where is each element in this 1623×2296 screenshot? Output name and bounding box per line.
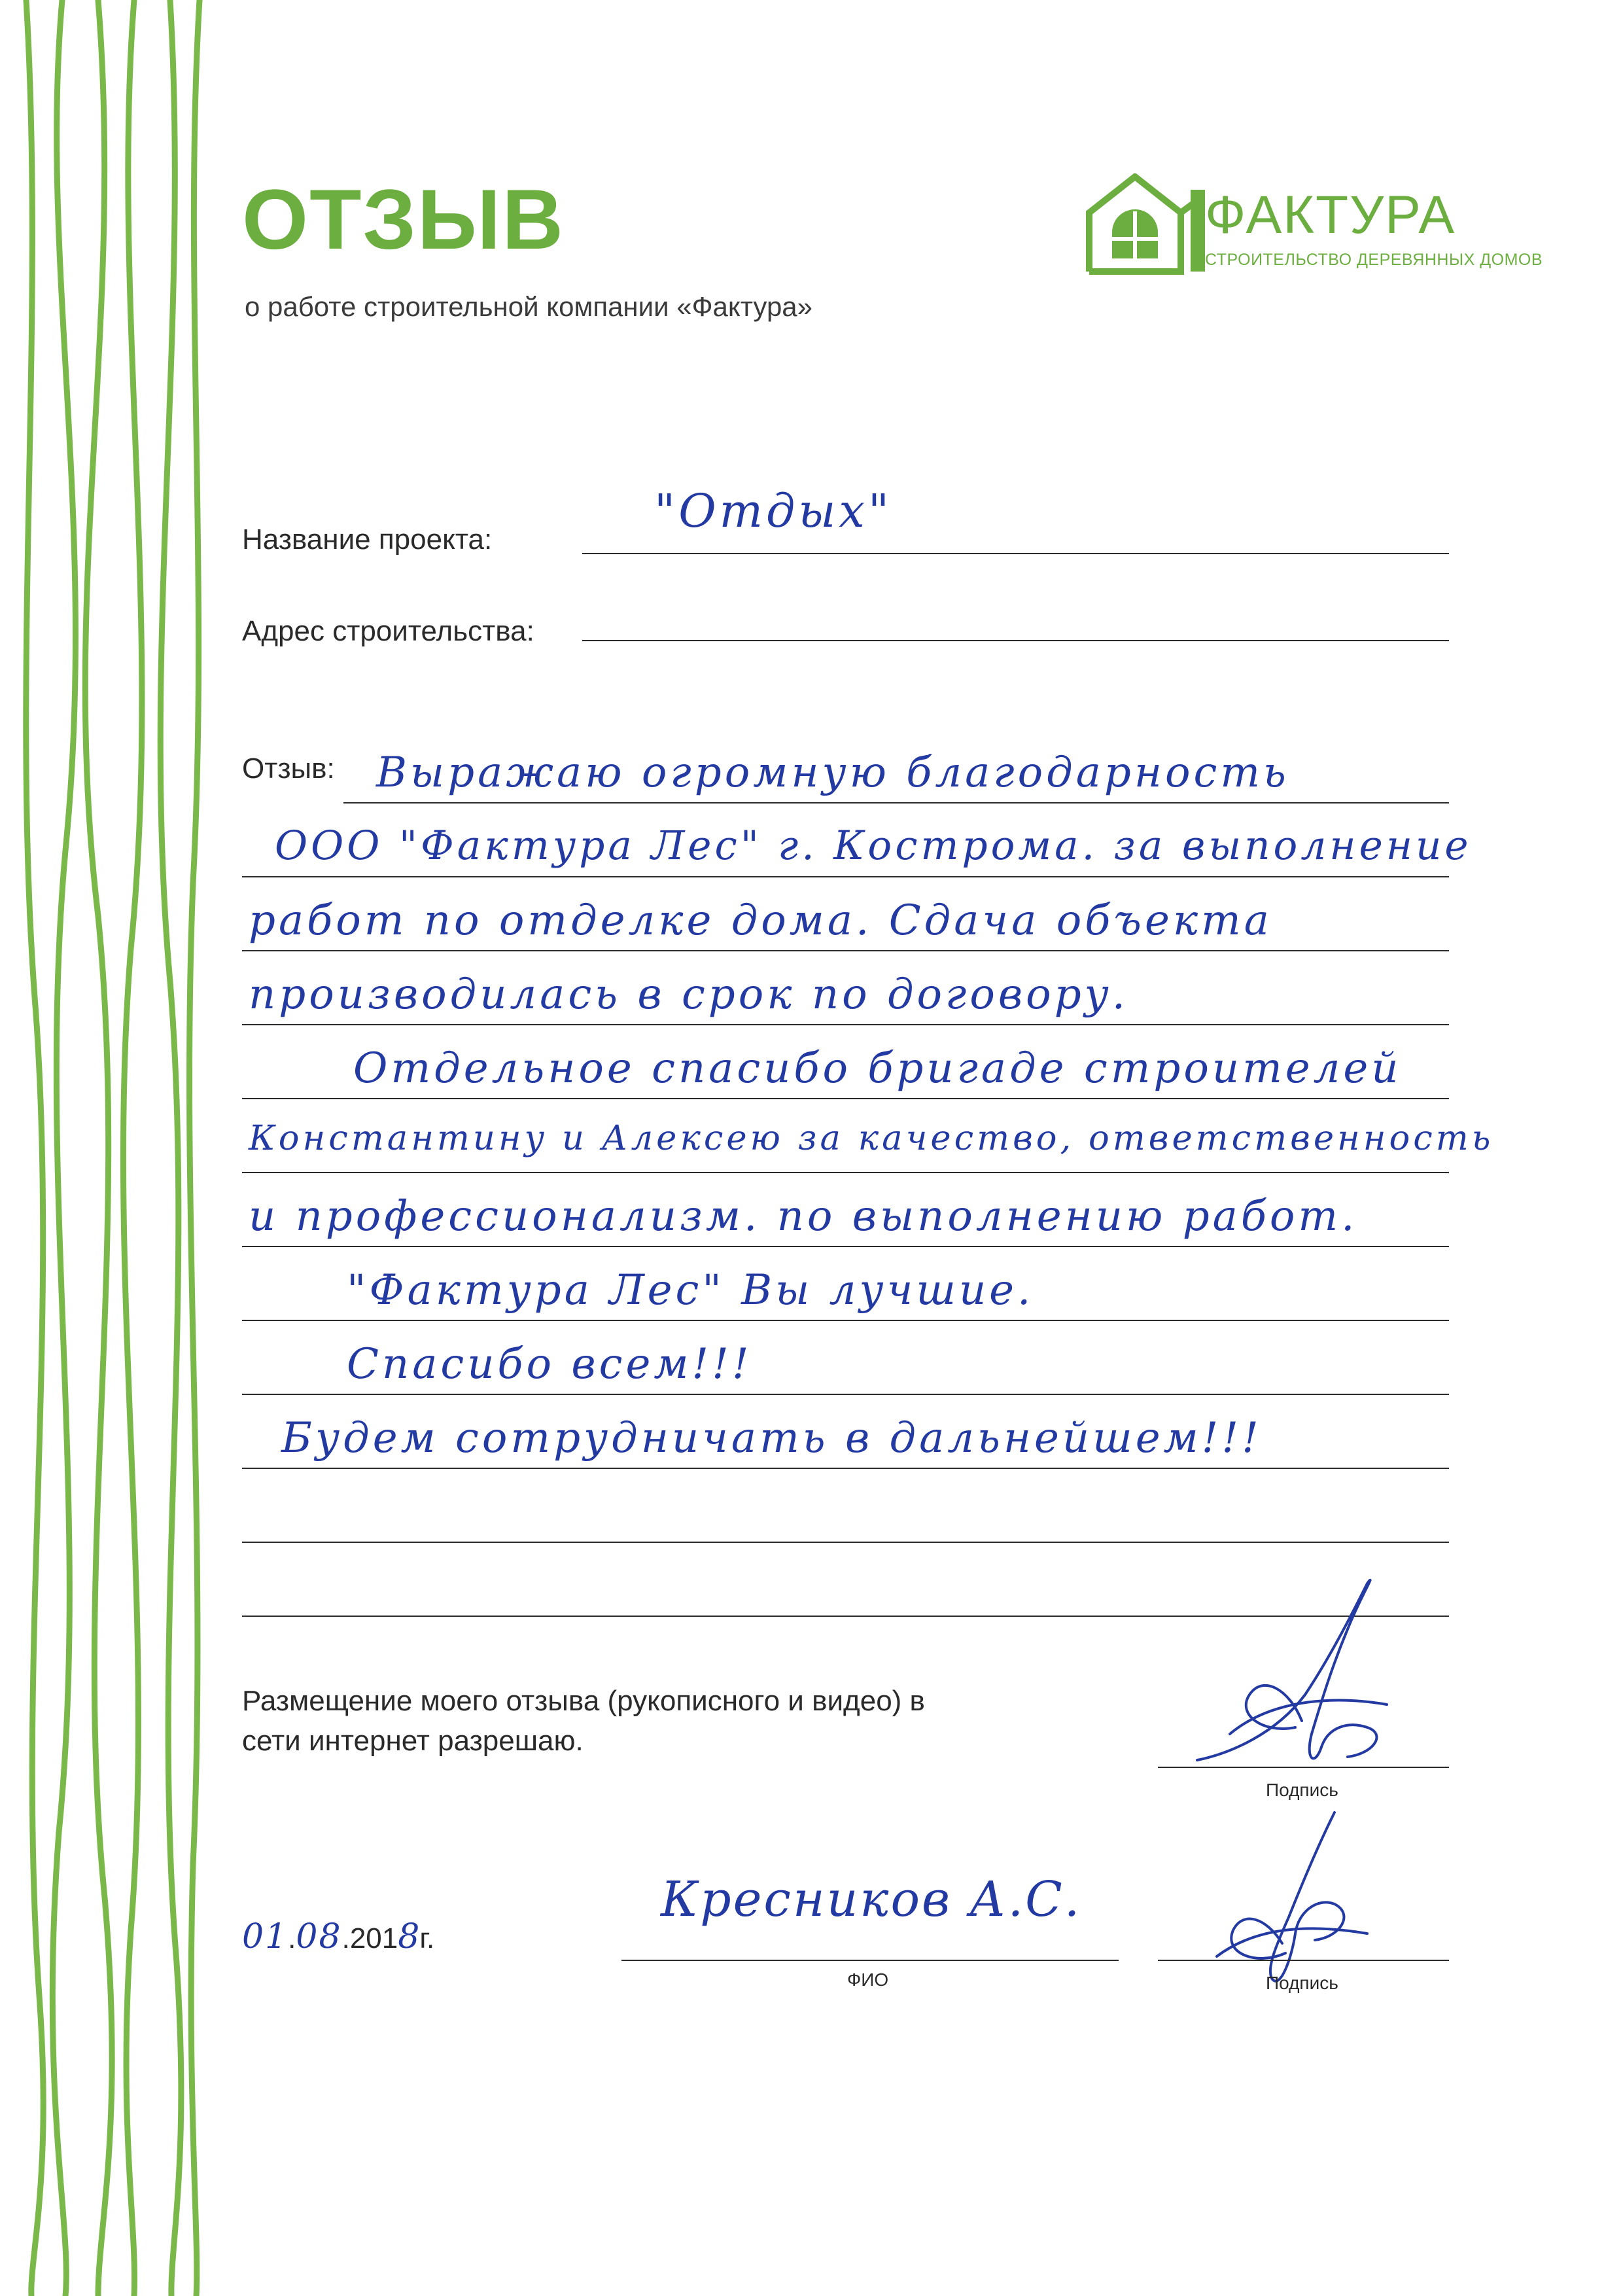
date-year-prefix: 201 xyxy=(349,1922,398,1954)
consent-signature xyxy=(1191,1570,1406,1780)
date-month: 08 xyxy=(296,1917,342,1956)
decorative-green-lines xyxy=(0,0,216,2296)
date-field: 01.08.2018г. xyxy=(242,1917,435,1956)
review-label: Отзыв: xyxy=(242,752,335,785)
footer-signature-label: Подпись xyxy=(1266,1973,1338,1993)
review-line-text: Будем сотрудничать в дальнейшем!!! xyxy=(281,1414,1262,1462)
footer-signature-line xyxy=(1158,1960,1449,1961)
page-title: ОТЗЫВ xyxy=(242,171,565,267)
review-line-rule xyxy=(242,1320,1449,1321)
review-line-text: Константину и Алексею за качество, ответственность xyxy=(249,1118,1494,1158)
fio-line xyxy=(621,1960,1119,1961)
date-day: 01 xyxy=(242,1917,288,1956)
fio-label: ФИО xyxy=(847,1969,889,1990)
address-line xyxy=(582,640,1449,641)
date-suffix: г. xyxy=(419,1922,435,1954)
logo-name: ФАКТУРА xyxy=(1205,185,1456,245)
date-year-suffix: 8 xyxy=(398,1917,420,1956)
review-line-text: "Фактура Лес" Вы лучшие. xyxy=(347,1266,1034,1315)
review-line-text: и профессионализм. по выполнению работ. xyxy=(249,1192,1358,1241)
review-line-text: производилась в срок по договору. xyxy=(249,970,1129,1019)
project-name-line xyxy=(582,553,1449,554)
consent-signature-line xyxy=(1158,1767,1449,1768)
consent-text-line2: сети интернет разрешаю. xyxy=(242,1725,584,1757)
consent-text-line1: Размещение моего отзыва (рукописного и видео) в xyxy=(242,1685,925,1717)
project-name-label: Название проекта: xyxy=(242,523,493,556)
review-line-rule xyxy=(242,1172,1449,1173)
project-name-value: "Отдых" xyxy=(654,484,893,538)
review-line-rule xyxy=(242,1542,1449,1543)
page-subtitle: о работе строительной компании «Фактура» xyxy=(245,291,813,322)
address-label: Адрес строительства: xyxy=(242,615,534,647)
review-line-rule xyxy=(242,1024,1449,1025)
review-line-rule xyxy=(242,1468,1449,1469)
review-line-text: Отдельное спасибо бригаде строителей xyxy=(353,1044,1402,1093)
consent-signature-label: Подпись xyxy=(1266,1780,1338,1800)
fio-value: Кресников А.С. xyxy=(661,1871,1082,1928)
review-line-text: Спасибо всем!!! xyxy=(347,1340,752,1388)
review-line-rule xyxy=(242,1098,1449,1099)
review-line-rule xyxy=(242,1246,1449,1247)
review-line-rule xyxy=(242,1394,1449,1395)
review-line-rule xyxy=(343,802,1449,804)
review-line-rule xyxy=(242,876,1449,877)
logo-tagline: СТРОИТЕЛЬСТВО ДЕРЕВЯННЫХ ДОМОВ xyxy=(1205,251,1543,269)
review-line-rule xyxy=(242,950,1449,951)
review-line-text: Выражаю огромную благодарность xyxy=(376,749,1289,797)
review-line-text: работ по отделке дома. Сдача объекта xyxy=(249,896,1272,945)
footer-signature xyxy=(1204,1806,1387,1989)
review-line-text: ООО "Фактура Лес" г. Кострома. за выполнение xyxy=(275,822,1472,869)
